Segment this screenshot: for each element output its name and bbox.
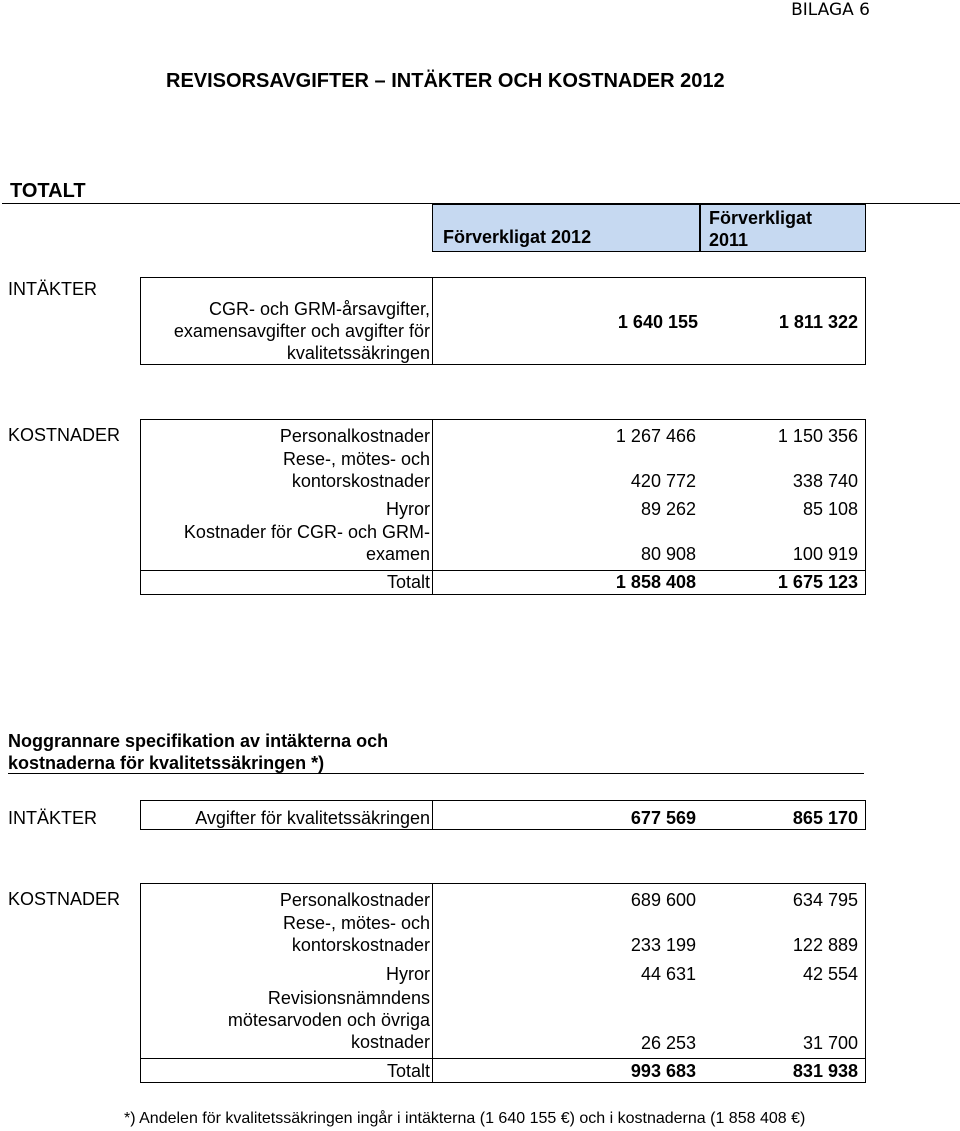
footnote: *) Andelen för kvalitetssäkringen ingår i intäkterna (1 640 155 €) och i kostnaderna (1 858 408 €): [124, 1110, 806, 1127]
cost-desc-line1: Rese-, mötes- och: [282, 449, 430, 469]
column-divider: [432, 800, 433, 830]
cost-desc-line2: examen: [365, 544, 430, 564]
page-title: REVISORSAVGIFTER – INTÄKTER OCH KOSTNADER 2012: [166, 70, 725, 92]
cost-desc-line1: Kostnader för CGR- och GRM-: [183, 522, 430, 542]
cost-2011: 85 108: [802, 499, 858, 519]
total-2012: 1 858 408: [615, 572, 696, 592]
cost-2012: 1 267 466: [615, 426, 696, 446]
cost-2012: 44 631: [640, 964, 696, 984]
cost-desc: [140, 987, 430, 1053]
totalt-intakter-desc-line2: examensavgifter och avgifter för: [173, 321, 430, 341]
column-header-2011-line2: 2011: [709, 230, 749, 250]
column-divider: [432, 277, 433, 365]
cost-desc-line2: mötesarvoden och övriga: [227, 1010, 430, 1030]
spec-intakter-desc: Avgifter för kvalitetssäkringen: [195, 808, 430, 828]
appendix-label: BILAGA 6: [791, 0, 870, 20]
cost-2011: 42 554: [802, 964, 858, 984]
column-header-2011-line1: Förverkligat: [709, 208, 813, 228]
total-2011: 831 938: [792, 1061, 858, 1081]
totalt-intakter-desc-line3: kvalitetssäkringen: [286, 343, 430, 363]
totalt-intakter-label: INTÄKTER: [8, 279, 98, 299]
totalt-kostnader-label: KOSTNADER: [8, 425, 121, 445]
cost-desc-line2: kontorskostnader: [291, 471, 430, 491]
cost-2012: 420 772: [630, 471, 696, 491]
totalt-intakter-desc-line1: CGR- och GRM-årsavgifter,: [208, 299, 430, 319]
cost-desc: [140, 521, 430, 565]
totalt-intakter-desc: [142, 298, 430, 364]
cost-desc: Personalkostnader: [279, 426, 430, 446]
section-title-spec: [8, 730, 388, 774]
cost-2011: 122 889: [792, 935, 858, 955]
cost-2012: 689 600: [630, 890, 696, 910]
total-desc: Totalt: [386, 572, 430, 592]
totalt-intakter-2012: 1 640 155: [617, 312, 698, 332]
section-title-totalt: TOTALT: [10, 180, 86, 202]
cost-2012: 233 199: [630, 935, 696, 955]
section-divider: [8, 773, 864, 774]
cost-desc-line3: kostnader: [350, 1032, 430, 1052]
totalt-intakter-2011: 1 811 322: [778, 312, 858, 332]
cost-2012: 89 262: [640, 499, 696, 519]
cost-desc-line1: Revisionsnämndens: [267, 988, 430, 1008]
column-divider: [432, 883, 433, 1083]
cost-desc-line1: Rese-, mötes- och: [282, 913, 430, 933]
total-separator: [140, 1058, 866, 1059]
column-header-2012: [432, 204, 700, 252]
spec-intakter-label: INTÄKTER: [8, 808, 98, 828]
spec-intakter-2012: 677 569: [630, 808, 696, 828]
cost-2011: 338 740: [792, 471, 858, 491]
cost-desc-line2: kontorskostnader: [291, 935, 430, 955]
column-header-2012-label: Förverkligat 2012: [443, 227, 592, 247]
cost-2012: 80 908: [640, 544, 696, 564]
total-2011: 1 675 123: [777, 572, 858, 592]
total-desc: Totalt: [386, 1061, 430, 1081]
cost-2011: 1 150 356: [777, 426, 858, 446]
spec-title-line1: Noggrannare specifikation av intäkterna och: [8, 731, 389, 751]
cost-2011: 31 700: [802, 1033, 858, 1053]
cost-2011: 634 795: [792, 890, 858, 910]
cost-2012: 26 253: [640, 1033, 696, 1053]
spec-kostnader-label: KOSTNADER: [8, 889, 121, 909]
cost-desc: [140, 912, 430, 956]
cost-desc: Personalkostnader: [279, 890, 430, 910]
spec-intakter-2011: 865 170: [792, 808, 858, 828]
column-divider: [432, 419, 433, 595]
cost-desc: Hyror: [386, 964, 430, 984]
spec-title-line2: kostnaderna för kvalitetssäkringen *): [8, 753, 325, 773]
cost-desc: [140, 448, 430, 492]
cost-desc: Hyror: [386, 499, 430, 519]
column-header-2011: [700, 204, 866, 252]
total-2012: 993 683: [630, 1061, 696, 1081]
cost-2011: 100 919: [792, 544, 858, 564]
